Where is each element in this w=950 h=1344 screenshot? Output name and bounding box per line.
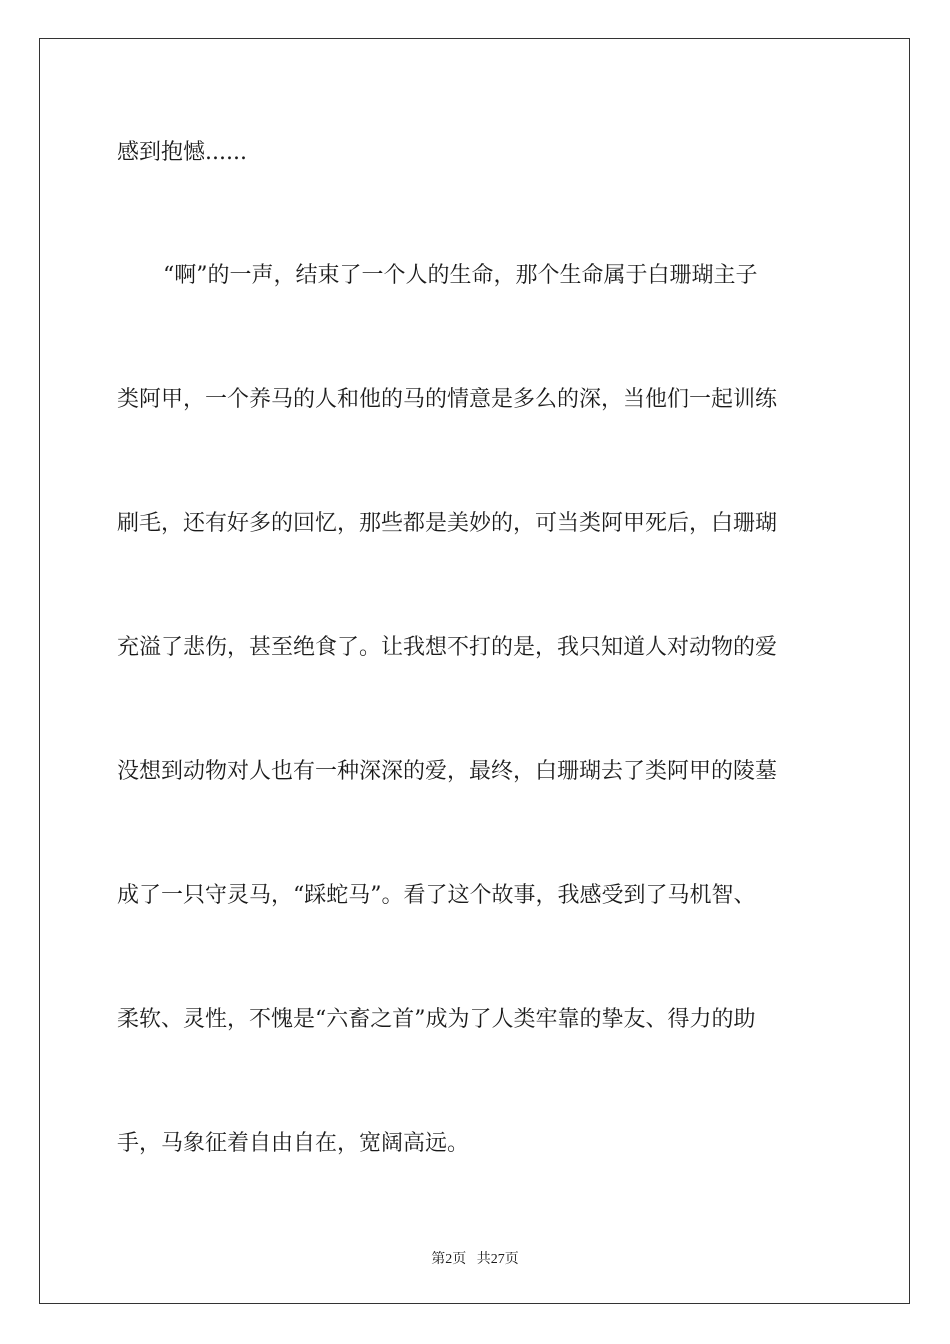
text-line-4: 刷毛，还有好多的回忆，那些都是美妙的，可当类阿甲死后，白珊瑚 <box>117 511 778 536</box>
text-line-3: 类阿甲，一个养马的人和他的马的情意是多么的深，当他们一起训练 <box>117 387 778 412</box>
page-number: 第2页 <box>431 1252 467 1267</box>
page-total: 共27页 <box>476 1252 519 1267</box>
text-line-9: 手，马象征着自由自在，宽阔高远。 <box>117 1131 470 1156</box>
text-line-1: 感到抱憾...... <box>117 140 247 165</box>
paragraph-first-line: “啊”的一声，结束了一个人的生命，那个生命属于白珊瑚主子 <box>163 263 758 288</box>
text-line-7: 成了一只守灵马，“踩蛇马”。看了这个故事，我感受到了马机智、 <box>117 883 756 908</box>
page-border <box>39 38 910 1304</box>
text-line-6: 没想到动物对人也有一种深深的爱，最终，白珊瑚去了类阿甲的陵墓 <box>117 759 778 784</box>
text-line-8: 柔软、灵性，不愧是“六畜之首”成为了人类牢靠的挚友、得力的助 <box>117 1007 756 1032</box>
page-footer <box>0 1248 950 1268</box>
text-line-5: 充溢了悲伤，甚至绝食了。让我想不打的是，我只知道人对动物的爱 <box>117 635 778 660</box>
